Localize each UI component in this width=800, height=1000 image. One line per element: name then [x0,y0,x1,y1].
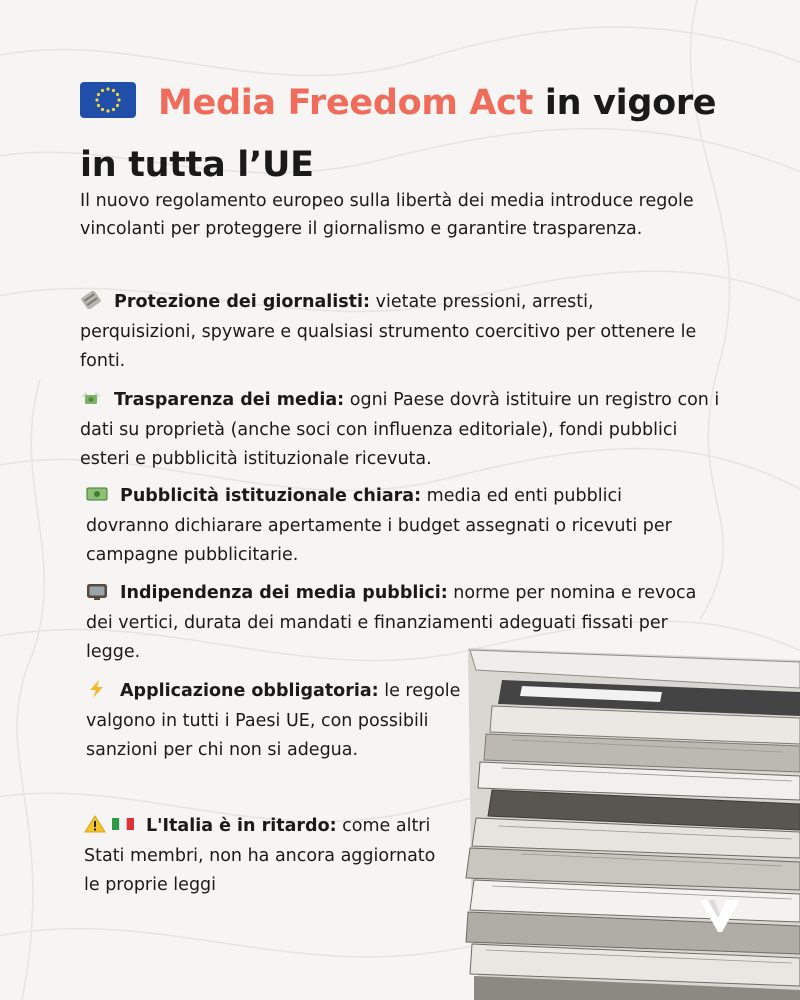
title-accent: Media Freedom Act [158,83,534,123]
item-text: vietate pressioni, arresti, perquisizioni, spyware e qualsiasi strumento coercitivo per ottenere le fonti. [80,292,697,371]
lightning-icon [86,680,108,698]
newspaper-stack-image [462,640,800,1000]
brand-logo-icon [700,898,740,934]
list-item [80,288,700,377]
italy-flag-icon [112,815,134,833]
warning-icon [84,815,106,833]
item-lead: Pubblicità istituzionale chiara: [120,486,422,506]
list-item [86,677,461,766]
eu-flag-icon [80,78,136,136]
item-text: media ed enti pubblici dovranno dichiarare apertamente i budget assegnati o ricevuti per campagne pubblicitarie. [86,486,672,565]
banknote-icon [86,485,108,503]
item-text: ogni Paese dovrà istituire un registro con i dati su proprietà (anche soci con influenza editoriale), fondi pubblici esteri e pubblicità istituzionale ricevuta. [80,390,720,469]
page-title [80,74,740,194]
list-item [80,386,730,475]
intro-paragraph: Il nuovo regolamento europeo sulla libertà dei media introduce regole vincolanti per proteggere il giornalismo e garantire trasparenza. [80,191,694,239]
title-line-2: in tutta l’UE [80,145,314,185]
item-lead: Protezione dei giornalisti: [114,292,371,312]
item-lead: L'Italia è in ritardo: [146,816,337,836]
rolled-newspaper-icon [80,291,102,309]
list-item [84,812,454,901]
item-text: norme per nomina e revoca dei vertici, durata dei mandati e finanziamenti adeguati fissati per legge. [86,583,697,662]
title-rest: in vigore [533,83,717,123]
item-lead: Trasparenza dei media: [114,390,345,410]
list-item [86,482,706,571]
money-wings-icon [80,389,102,407]
item-text: le regole valgono in tutti i Paesi UE, con possibili sanzioni per chi non si adegua. [86,681,461,760]
item-lead: Applicazione obbligatoria: [120,681,379,701]
item-lead: Indipendenza dei media pubblici: [120,583,448,603]
television-icon [86,582,108,600]
item-text: come altri Stati membri, non ha ancora aggiornato le proprie leggi [84,816,436,895]
